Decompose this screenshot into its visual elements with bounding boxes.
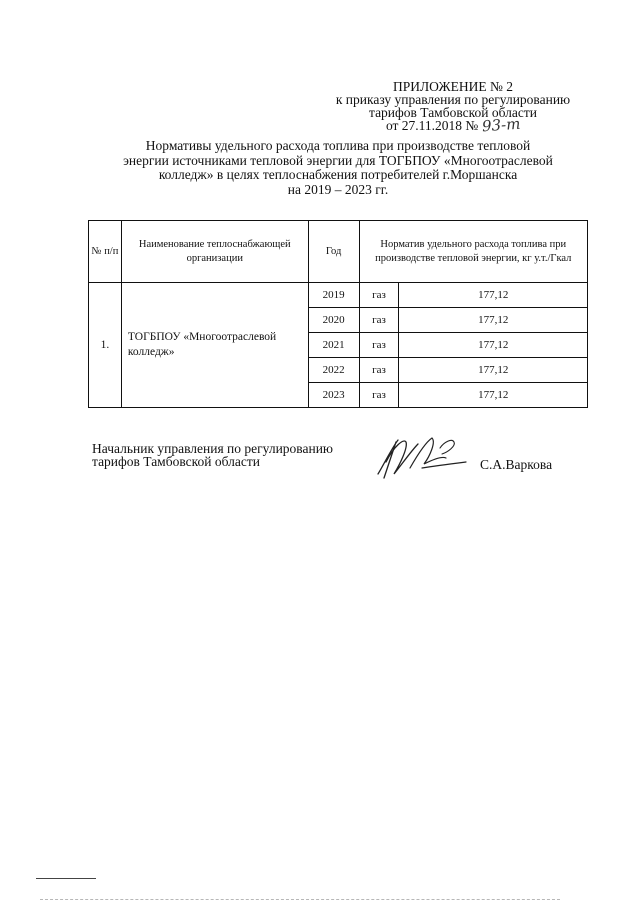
year-cell: 2023 bbox=[308, 383, 359, 408]
row-number: 1. bbox=[89, 283, 122, 408]
title-line-2: энергии источниками тепловой энергии для ТОГБПОУ «Многоотраслевой bbox=[123, 152, 553, 168]
organization-name: ТОГБПОУ «Многоотраслевой колледж» bbox=[121, 283, 308, 408]
table-row bbox=[89, 283, 588, 308]
norm-value-cell: 177,12 bbox=[399, 333, 588, 358]
year-cell: 2022 bbox=[308, 358, 359, 383]
annex-title: ПРИЛОЖЕНИЕ № 2 bbox=[392, 79, 514, 94]
year-cell: 2020 bbox=[308, 308, 359, 333]
annex-authority-line: тарифов Тамбовской области bbox=[369, 105, 537, 120]
year-cell: 2019 bbox=[308, 283, 359, 308]
document-title bbox=[88, 139, 588, 197]
norm-value-cell: 177,12 bbox=[399, 308, 588, 333]
fuel-cell: газ bbox=[359, 358, 399, 383]
title-line-1: Нормативы удельного расхода топлива при производстве тепловой bbox=[145, 138, 531, 153]
header-norm: Норматив удельного расхода топлива при производстве тепловой энергии, кг у.т./Гкал bbox=[359, 221, 587, 283]
signer-position-line-1: Начальник управления по регулированию bbox=[92, 441, 334, 456]
annex-order-line: к приказу управления по регулированию bbox=[335, 92, 571, 107]
fuel-cell: газ bbox=[359, 383, 399, 408]
signer-position bbox=[92, 442, 372, 468]
annex-date: от 27.11.2018 № bbox=[385, 118, 479, 133]
norm-value-cell: 177,12 bbox=[399, 358, 588, 383]
header-year: Год bbox=[308, 221, 359, 283]
title-line-3: колледж» в целях теплоснабжения потребителей г.Моршанска bbox=[158, 167, 518, 182]
annex-date-line bbox=[318, 114, 588, 136]
norm-value-cell: 177,12 bbox=[399, 283, 588, 308]
fuel-cell: газ bbox=[359, 308, 399, 333]
fuel-cell: газ bbox=[359, 283, 399, 308]
title-line-4: на 2019 – 2023 гг. bbox=[287, 181, 389, 197]
year-cell: 2021 bbox=[308, 333, 359, 358]
signer-name: С.А.Варкова bbox=[480, 457, 553, 472]
handwritten-signature bbox=[374, 434, 474, 482]
scan-artifact-dots bbox=[40, 899, 560, 901]
norm-value-cell: 177,12 bbox=[399, 383, 588, 408]
header-number: № п/п bbox=[89, 221, 122, 283]
header-organization: Наименование теплоснабжающей организации bbox=[121, 221, 308, 283]
signature-block bbox=[92, 442, 572, 502]
handwritten-order-number: 93-т bbox=[481, 114, 521, 136]
norms-table bbox=[88, 220, 588, 408]
signer-position-line-2: тарифов Тамбовской области bbox=[92, 454, 260, 469]
scan-artifact-rule bbox=[36, 878, 96, 879]
annex-header bbox=[318, 79, 588, 136]
table-header-row bbox=[89, 221, 588, 283]
fuel-cell: газ bbox=[359, 333, 399, 358]
